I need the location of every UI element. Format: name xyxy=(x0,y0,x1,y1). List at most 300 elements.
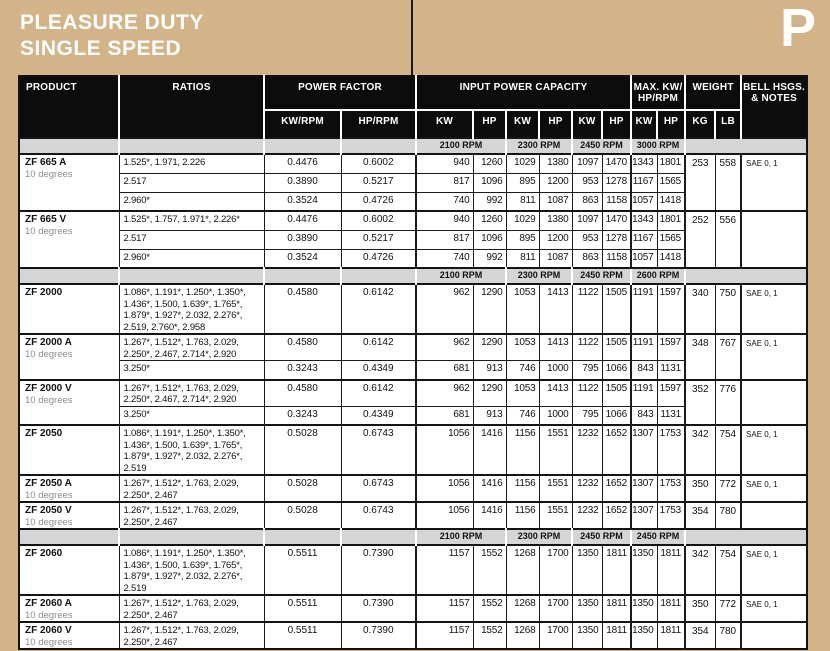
rpm-band-label: 2450 RPM xyxy=(572,138,631,154)
rpm-band-label: 2600 RPM xyxy=(631,268,685,284)
input-power-cell: 746 xyxy=(506,361,539,380)
masthead-divider-line xyxy=(411,0,413,75)
page-title-line1: PLEASURE DUTY xyxy=(20,11,204,34)
input-power-cell: 1232 xyxy=(572,475,602,502)
input-power-cell: 1056 xyxy=(416,502,473,529)
input-power-cell: 1278 xyxy=(602,230,631,249)
max-power-cell: 1191 xyxy=(631,334,657,361)
input-power-cell: 1097 xyxy=(572,211,602,230)
rpm-band-label: 2300 RPM xyxy=(506,268,572,284)
max-power-cell: 1350 xyxy=(631,545,657,595)
rpm-band-blank xyxy=(19,268,119,284)
input-power-cell: 1066 xyxy=(602,406,631,425)
product-data-row xyxy=(19,502,807,529)
product-name: ZF 665 A xyxy=(25,157,67,168)
rpm-band-blank xyxy=(685,529,807,545)
product-data-row xyxy=(19,211,807,230)
input-power-cell: 1700 xyxy=(539,622,572,649)
rpm-band-label: 2450 RPM xyxy=(572,268,631,284)
max-power-cell: 843 xyxy=(631,361,657,380)
ratios-cell: 1.267*, 1.512*, 1.763, 2.029, 2.250*, 2.467 xyxy=(119,622,264,649)
header-row-groups xyxy=(19,76,807,110)
product-data-row xyxy=(19,425,807,475)
rpm-band-blank xyxy=(264,138,341,154)
input-power-cell: 1000 xyxy=(539,406,572,425)
input-power-cell: 962 xyxy=(416,284,473,334)
max-power-cell: 1811 xyxy=(657,545,685,595)
input-power-cell: 1158 xyxy=(602,249,631,268)
kw-per-rpm-cell: 0.3243 xyxy=(264,361,341,380)
product-name: ZF 2000 xyxy=(25,287,63,298)
kw-per-rpm-cell: 0.3243 xyxy=(264,406,341,425)
spec-table-wrap xyxy=(18,75,806,650)
hp-per-rpm-cell: 0.7390 xyxy=(341,622,416,649)
hp-per-rpm-cell: 0.6142 xyxy=(341,380,416,407)
ratios-cell: 2.960* xyxy=(119,249,264,268)
input-power-cell: 1268 xyxy=(506,595,539,622)
kw-per-rpm-cell: 0.4476 xyxy=(264,154,341,173)
input-power-cell: 940 xyxy=(416,211,473,230)
ratios-cell: 2.960* xyxy=(119,192,264,211)
input-power-cell: 953 xyxy=(572,230,602,249)
input-power-cell: 1700 xyxy=(539,545,572,595)
hp-per-rpm-cell: 0.7390 xyxy=(341,545,416,595)
input-power-cell: 992 xyxy=(473,249,506,268)
rpm-band-label: 2300 RPM xyxy=(506,529,572,545)
input-power-cell: 1029 xyxy=(506,211,539,230)
header-input-power-capacity: INPUT POWER CAPACITY xyxy=(416,76,631,110)
weight-lb-cell: 754 xyxy=(715,545,741,595)
input-power-cell: 1056 xyxy=(416,475,473,502)
header-kw-per-rpm: KW/RPM xyxy=(264,110,341,138)
input-power-cell: 1200 xyxy=(539,173,572,192)
input-power-cell: 1097 xyxy=(572,154,602,173)
input-power-cell: 863 xyxy=(572,192,602,211)
product-name: ZF 2050 A xyxy=(25,478,72,489)
input-power-cell: 1652 xyxy=(602,475,631,502)
kw-per-rpm-cell: 0.5028 xyxy=(264,425,341,475)
max-power-cell: 1753 xyxy=(657,502,685,529)
input-power-cell: 1350 xyxy=(572,622,602,649)
weight-kg-cell: 350 xyxy=(685,595,715,622)
product-data-row xyxy=(19,595,807,622)
rpm-band-blank xyxy=(119,529,264,545)
input-power-cell: 1290 xyxy=(473,380,506,407)
input-power-cell: 895 xyxy=(506,230,539,249)
ratios-cell: 2.517 xyxy=(119,230,264,249)
weight-kg-cell: 342 xyxy=(685,425,715,475)
input-power-cell: 1000 xyxy=(539,361,572,380)
rpm-band-row xyxy=(19,529,807,545)
rpm-band-label: 2450 RPM xyxy=(631,529,685,545)
product-cell xyxy=(19,545,119,595)
weight-lb-cell: 772 xyxy=(715,595,741,622)
bell-housing-note-cell xyxy=(741,380,807,426)
input-power-cell: 1505 xyxy=(602,380,631,407)
input-power-cell: 992 xyxy=(473,192,506,211)
product-cell xyxy=(19,334,119,380)
header-kg: KG xyxy=(685,110,715,138)
header-max-line2: HP/RPM xyxy=(637,93,679,104)
product-angle: 10 degrees xyxy=(25,637,73,648)
rpm-band-label: 2450 RPM xyxy=(572,529,631,545)
input-power-cell: 962 xyxy=(416,334,473,361)
header-hp-2300: HP xyxy=(539,110,572,138)
bell-housing-note-cell: SAE 0, 1 xyxy=(741,595,807,622)
max-power-cell: 1753 xyxy=(657,475,685,502)
product-data-row xyxy=(19,334,807,361)
section-tab-letter: P xyxy=(779,0,816,58)
ratios-cell: 1.267*, 1.512*, 1.763, 2.029, 2.250*, 2.467 xyxy=(119,502,264,529)
weight-lb-cell: 776 xyxy=(715,380,741,426)
weight-kg-cell: 252 xyxy=(685,211,715,268)
input-power-cell: 1552 xyxy=(473,595,506,622)
rpm-band-blank xyxy=(341,529,416,545)
input-power-cell: 1505 xyxy=(602,284,631,334)
product-angle: 10 degrees xyxy=(25,394,73,406)
input-power-cell: 1290 xyxy=(473,334,506,361)
ratios-cell: 1.267*, 1.512*, 1.763, 2.029, 2.250*, 2.467, 2.714*, 2.920 xyxy=(119,334,264,361)
hp-per-rpm-cell: 0.5217 xyxy=(341,230,416,249)
input-power-cell: 1260 xyxy=(473,154,506,173)
input-power-cell: 1232 xyxy=(572,502,602,529)
bell-housing-note-cell: SAE 0, 1 xyxy=(741,154,807,211)
product-name: ZF 2060 A xyxy=(25,598,72,609)
hp-per-rpm-cell: 0.6743 xyxy=(341,475,416,502)
input-power-cell: 740 xyxy=(416,192,473,211)
kw-per-rpm-cell: 0.4580 xyxy=(264,380,341,407)
input-power-cell: 1158 xyxy=(602,192,631,211)
product-cell xyxy=(19,154,119,211)
spec-table xyxy=(18,75,808,650)
product-cell xyxy=(19,622,119,649)
product-name: ZF 2060 xyxy=(25,548,63,559)
input-power-cell: 1380 xyxy=(539,211,572,230)
max-power-cell: 1418 xyxy=(657,249,685,268)
product-angle: 10 degrees xyxy=(25,610,73,621)
input-power-cell: 1157 xyxy=(416,545,473,595)
bell-housing-note-cell: SAE 0, 1 xyxy=(741,334,807,380)
header-kw-max: KW xyxy=(631,110,657,138)
rpm-band-blank xyxy=(264,268,341,284)
product-angle: 10 degrees xyxy=(25,349,73,360)
rpm-band-label: 3000 RPM xyxy=(631,138,685,154)
bell-housing-note-cell xyxy=(741,211,807,268)
max-power-cell: 1307 xyxy=(631,475,657,502)
max-power-cell: 1801 xyxy=(657,211,685,230)
max-power-cell: 1597 xyxy=(657,380,685,407)
input-power-cell: 1350 xyxy=(572,545,602,595)
header-max-kw-hp-rpm xyxy=(631,76,685,110)
input-power-cell: 1652 xyxy=(602,502,631,529)
ratios-cell: 1.267*, 1.512*, 1.763, 2.029, 2.250*, 2.467, 2.714*, 2.920 xyxy=(119,380,264,407)
kw-per-rpm-cell: 0.3890 xyxy=(264,173,341,192)
input-power-cell: 1290 xyxy=(473,284,506,334)
kw-per-rpm-cell: 0.3890 xyxy=(264,230,341,249)
kw-per-rpm-cell: 0.4476 xyxy=(264,211,341,230)
weight-kg-cell: 348 xyxy=(685,334,715,380)
header-weight: WEIGHT xyxy=(685,76,741,110)
input-power-cell: 1552 xyxy=(473,622,506,649)
ratios-cell: 1.525*, 1.757, 1.971*, 2.226* xyxy=(119,211,264,230)
kw-per-rpm-cell: 0.5028 xyxy=(264,475,341,502)
spec-table-head xyxy=(19,76,807,138)
input-power-cell: 1260 xyxy=(473,211,506,230)
input-power-cell: 1156 xyxy=(506,502,539,529)
header-max-line1: MAX. KW/ xyxy=(633,82,683,93)
input-power-cell: 1413 xyxy=(539,284,572,334)
rpm-band-label: 2100 RPM xyxy=(416,529,506,545)
ratios-cell: 1.086*, 1.191*, 1.250*, 1.350*, 1.436*, 1.500, 1.639*, 1.765*, 1.879*, 1.927*, 2.032, 2.276*, 2.519 xyxy=(119,425,264,475)
bell-housing-note-cell xyxy=(741,622,807,649)
page-title-line2: SINGLE SPEED xyxy=(20,37,182,60)
input-power-cell: 895 xyxy=(506,173,539,192)
input-power-cell: 1278 xyxy=(602,173,631,192)
input-power-cell: 1056 xyxy=(416,425,473,475)
input-power-cell: 953 xyxy=(572,173,602,192)
rpm-band-row xyxy=(19,138,807,154)
product-name: ZF 665 V xyxy=(25,214,67,225)
max-power-cell: 1565 xyxy=(657,173,685,192)
kw-per-rpm-cell: 0.4580 xyxy=(264,284,341,334)
product-cell xyxy=(19,475,119,502)
max-power-cell: 1418 xyxy=(657,192,685,211)
max-power-cell: 1350 xyxy=(631,595,657,622)
max-power-cell: 1565 xyxy=(657,230,685,249)
input-power-cell: 1552 xyxy=(473,545,506,595)
input-power-cell: 1416 xyxy=(473,502,506,529)
input-power-cell: 795 xyxy=(572,361,602,380)
kw-per-rpm-cell: 0.3524 xyxy=(264,192,341,211)
product-name: ZF 2060 V xyxy=(25,625,72,636)
input-power-cell: 1470 xyxy=(602,211,631,230)
input-power-cell: 1096 xyxy=(473,230,506,249)
input-power-cell: 1122 xyxy=(572,334,602,361)
page-title xyxy=(20,10,204,62)
ratios-cell: 1.525*, 1.971, 2.226 xyxy=(119,154,264,173)
max-power-cell: 1191 xyxy=(631,284,657,334)
kw-per-rpm-cell: 0.5511 xyxy=(264,622,341,649)
weight-lb-cell: 754 xyxy=(715,425,741,475)
hp-per-rpm-cell: 0.6743 xyxy=(341,425,416,475)
product-name: ZF 2050 xyxy=(25,428,63,439)
header-hp-2450: HP xyxy=(602,110,631,138)
input-power-cell: 913 xyxy=(473,361,506,380)
product-cell xyxy=(19,211,119,268)
input-power-cell: 817 xyxy=(416,230,473,249)
product-data-row xyxy=(19,154,807,173)
weight-kg-cell: 354 xyxy=(685,622,715,649)
input-power-cell: 1811 xyxy=(602,622,631,649)
input-power-cell: 1413 xyxy=(539,380,572,407)
product-name: ZF 2000 A xyxy=(25,337,72,348)
ratios-cell: 1.086*, 1.191*, 1.250*, 1.350*, 1.436*, 1.500, 1.639*, 1.765*, 1.879*, 1.927*, 2.032, 2.276*, 2.519 xyxy=(119,545,264,595)
rpm-band-blank xyxy=(119,268,264,284)
input-power-cell: 1652 xyxy=(602,425,631,475)
product-name: ZF 2050 V xyxy=(25,505,72,516)
input-power-cell: 940 xyxy=(416,154,473,173)
product-name: ZF 2000 V xyxy=(25,382,72,394)
product-angle: 10 degrees xyxy=(25,226,73,237)
input-power-cell: 1157 xyxy=(416,595,473,622)
input-power-cell: 1200 xyxy=(539,230,572,249)
hp-per-rpm-cell: 0.4726 xyxy=(341,192,416,211)
weight-lb-cell: 750 xyxy=(715,284,741,334)
ratios-cell: 1.267*, 1.512*, 1.763, 2.029, 2.250*, 2.467 xyxy=(119,595,264,622)
ratios-cell: 1.267*, 1.512*, 1.763, 2.029, 2.250*, 2.467 xyxy=(119,475,264,502)
max-power-cell: 1167 xyxy=(631,173,657,192)
hp-per-rpm-cell: 0.7390 xyxy=(341,595,416,622)
hp-per-rpm-cell: 0.6002 xyxy=(341,211,416,230)
product-angle: 10 degrees xyxy=(25,490,73,501)
product-cell xyxy=(19,502,119,529)
max-power-cell: 1343 xyxy=(631,211,657,230)
product-angle: 10 degrees xyxy=(25,517,73,528)
input-power-cell: 1416 xyxy=(473,425,506,475)
product-cell xyxy=(19,425,119,475)
input-power-cell: 1087 xyxy=(539,249,572,268)
input-power-cell: 1087 xyxy=(539,192,572,211)
input-power-cell: 1700 xyxy=(539,595,572,622)
rpm-band-blank xyxy=(19,529,119,545)
product-data-row xyxy=(19,545,807,595)
header-bell-line2: & NOTES xyxy=(751,93,797,104)
input-power-cell: 1157 xyxy=(416,622,473,649)
weight-lb-cell: 558 xyxy=(715,154,741,211)
product-data-row xyxy=(19,380,807,407)
bell-housing-note-cell xyxy=(741,502,807,529)
input-power-cell: 1156 xyxy=(506,475,539,502)
input-power-cell: 1096 xyxy=(473,173,506,192)
input-power-cell: 811 xyxy=(506,249,539,268)
header-hp-per-rpm: HP/RPM xyxy=(341,110,416,138)
spec-table-body xyxy=(19,138,807,649)
kw-per-rpm-cell: 0.4580 xyxy=(264,334,341,361)
max-power-cell: 1753 xyxy=(657,425,685,475)
input-power-cell: 1413 xyxy=(539,334,572,361)
product-data-row xyxy=(19,284,807,334)
max-power-cell: 1597 xyxy=(657,334,685,361)
input-power-cell: 681 xyxy=(416,361,473,380)
header-ratios: RATIOS xyxy=(119,76,264,138)
header-product: PRODUCT xyxy=(19,76,119,138)
bell-housing-note-cell: SAE 0, 1 xyxy=(741,545,807,595)
input-power-cell: 1053 xyxy=(506,284,539,334)
input-power-cell: 1053 xyxy=(506,334,539,361)
max-power-cell: 1343 xyxy=(631,154,657,173)
input-power-cell: 1122 xyxy=(572,380,602,407)
max-power-cell: 1057 xyxy=(631,192,657,211)
input-power-cell: 1505 xyxy=(602,334,631,361)
input-power-cell: 863 xyxy=(572,249,602,268)
input-power-cell: 1811 xyxy=(602,595,631,622)
input-power-cell: 1053 xyxy=(506,380,539,407)
input-power-cell: 1551 xyxy=(539,475,572,502)
input-power-cell: 1551 xyxy=(539,425,572,475)
weight-lb-cell: 780 xyxy=(715,502,741,529)
hp-per-rpm-cell: 0.4726 xyxy=(341,249,416,268)
hp-per-rpm-cell: 0.6002 xyxy=(341,154,416,173)
max-power-cell: 1167 xyxy=(631,230,657,249)
header-hp-2100: HP xyxy=(473,110,506,138)
hp-per-rpm-cell: 0.6743 xyxy=(341,502,416,529)
input-power-cell: 1268 xyxy=(506,545,539,595)
hp-per-rpm-cell: 0.4349 xyxy=(341,361,416,380)
input-power-cell: 962 xyxy=(416,380,473,407)
rpm-band-label: 2100 RPM xyxy=(416,138,506,154)
product-cell xyxy=(19,595,119,622)
rpm-band-blank xyxy=(119,138,264,154)
input-power-cell: 811 xyxy=(506,192,539,211)
max-power-cell: 1801 xyxy=(657,154,685,173)
max-power-cell: 1131 xyxy=(657,406,685,425)
hp-per-rpm-cell: 0.4349 xyxy=(341,406,416,425)
input-power-cell: 1416 xyxy=(473,475,506,502)
bell-housing-note-cell: SAE 0, 1 xyxy=(741,284,807,334)
header-hp-max: HP xyxy=(657,110,685,138)
max-power-cell: 1307 xyxy=(631,502,657,529)
input-power-cell: 1156 xyxy=(506,425,539,475)
weight-kg-cell: 253 xyxy=(685,154,715,211)
weight-kg-cell: 342 xyxy=(685,545,715,595)
input-power-cell: 1232 xyxy=(572,425,602,475)
header-kw-2300: KW xyxy=(506,110,539,138)
rpm-band-row xyxy=(19,268,807,284)
input-power-cell: 746 xyxy=(506,406,539,425)
max-power-cell: 1057 xyxy=(631,249,657,268)
weight-lb-cell: 772 xyxy=(715,475,741,502)
max-power-cell: 1350 xyxy=(631,622,657,649)
input-power-cell: 913 xyxy=(473,406,506,425)
header-power-factor: POWER FACTOR xyxy=(264,76,416,110)
weight-lb-cell: 780 xyxy=(715,622,741,649)
product-cell xyxy=(19,284,119,334)
rpm-band-blank xyxy=(685,138,807,154)
input-power-cell: 1268 xyxy=(506,622,539,649)
input-power-cell: 1350 xyxy=(572,595,602,622)
ratios-cell: 3.250* xyxy=(119,406,264,425)
header-bell-line1: BELL HSGS. xyxy=(743,82,805,93)
rpm-band-blank xyxy=(685,268,807,284)
rpm-band-blank xyxy=(264,529,341,545)
input-power-cell: 681 xyxy=(416,406,473,425)
rpm-band-blank xyxy=(19,138,119,154)
bell-housing-note-cell: SAE 0, 1 xyxy=(741,425,807,475)
product-data-row xyxy=(19,622,807,649)
header-kw-2100: KW xyxy=(416,110,473,138)
product-angle: 10 degrees xyxy=(25,169,73,180)
weight-kg-cell: 350 xyxy=(685,475,715,502)
input-power-cell: 1066 xyxy=(602,361,631,380)
max-power-cell: 1811 xyxy=(657,595,685,622)
kw-per-rpm-cell: 0.5511 xyxy=(264,595,341,622)
weight-kg-cell: 340 xyxy=(685,284,715,334)
kw-per-rpm-cell: 0.5028 xyxy=(264,502,341,529)
input-power-cell: 1551 xyxy=(539,502,572,529)
header-kw-2450: KW xyxy=(572,110,602,138)
rpm-band-label: 2100 RPM xyxy=(416,268,506,284)
max-power-cell: 1811 xyxy=(657,622,685,649)
weight-kg-cell: 352 xyxy=(685,380,715,426)
product-cell xyxy=(19,380,119,426)
header-lb: LB xyxy=(715,110,741,138)
max-power-cell: 1191 xyxy=(631,380,657,407)
input-power-cell: 740 xyxy=(416,249,473,268)
input-power-cell: 795 xyxy=(572,406,602,425)
max-power-cell: 1307 xyxy=(631,425,657,475)
rpm-band-label: 2300 RPM xyxy=(506,138,572,154)
kw-per-rpm-cell: 0.5511 xyxy=(264,545,341,595)
